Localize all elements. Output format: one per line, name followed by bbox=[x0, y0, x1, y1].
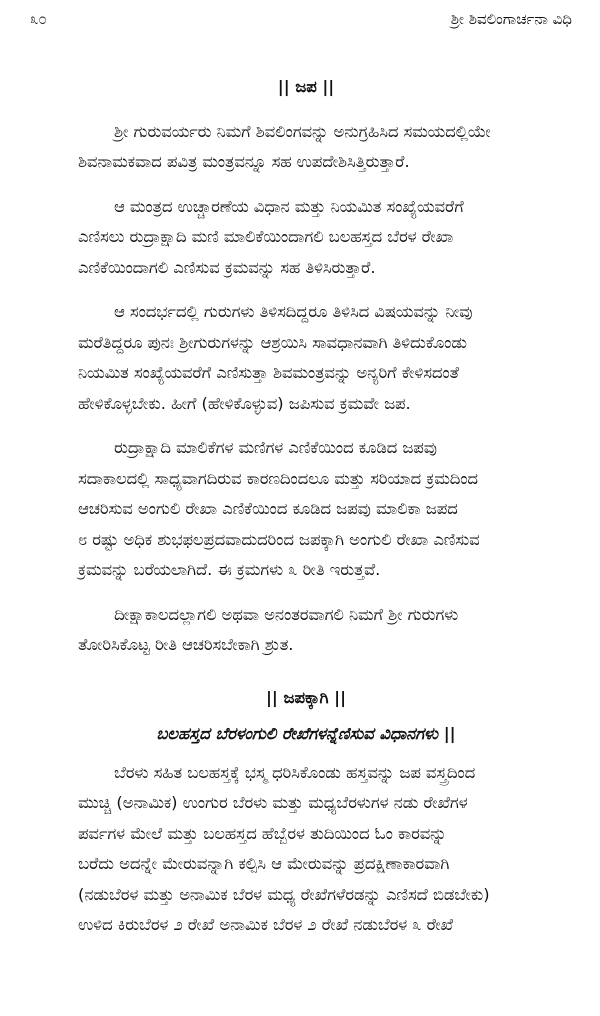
subsection-heading: ಬಲಹಸ್ತದ ಬೆರಳಂಗುಲಿ ರೇಖೆಗಳನ್ನೆಣಿಸುವ ವಿಧಾನಗಳು || bbox=[156, 724, 456, 743]
text-line: ಕ್ರಮವನ್ನು ಬರೆಯಲಾಗಿದೆ. ಈ ಕ್ರಮಗಳು ೩ ರೀತಿ ಇರುತ್ತವೆ. bbox=[78, 560, 381, 579]
page-number: ೩೦ bbox=[30, 10, 47, 28]
paragraph-1 bbox=[42, 117, 570, 178]
paragraph-2 bbox=[42, 192, 570, 284]
text-line: ಸದಾಕಾಲದಲ್ಲಿ ಸಾಧ್ಯವಾಗದಿರುವ ಕಾರಣದಿಂದಲೂ ಮತ್ತು ಸರಿಯಾದ ಕ್ರಮದಿಂದ bbox=[78, 468, 478, 488]
text-line: ಆ ಸಂದರ್ಭದಲ್ಲಿ ಗುರುಗಳು ತಿಳಿಸದಿದ್ದರೂ ತಿಳಿಸಿದ ವಿಷಯವನ್ನು ನೀವು bbox=[114, 302, 473, 321]
text-line: ೮ ರಷ್ಟು ಅಧಿಕ ಶುಭಫಲಪ್ರದವಾದುದರಿಂದ ಜಪಕ್ಕಾಗಿ ಅಂಗುಲಿ ರೇಖಾ ಎಣಿಸುವ bbox=[78, 529, 480, 549]
text-line: ಉಳಿದ ಕಿರುಬೆರಳ ೨ ರೇಖೆ ಅನಾಮಿಕ ಬೆರಳ ೨ ರೇಖೆ ನಡುಬೆರಳ ೩ ರೇಖೆ bbox=[78, 915, 454, 934]
text-line: ತೋರಿಸಿಕೊಟ್ಟ ರೀತಿ ಆಚರಿಸಬೇಕಾಗಿ ಶ್ರುತ. bbox=[78, 635, 294, 654]
text-line: ಮರೆತಿದ್ದರೂ ಪುನಃ ಶ್ರೀಗುರುಗಳನ್ನು ಆಶ್ರಯಿಸಿ ಸಾವಧಾನವಾಗಿ ತಿಳಿದುಕೊಂಡು bbox=[78, 332, 467, 352]
paragraph-4 bbox=[42, 433, 570, 586]
text-line: ಆಚರಿಸುವ ಅಂಗುಲಿ ರೇಖಾ ಎಣಿಕೆಯಿಂದ ಕೂಡಿದ ಜಪವು ಮಾಲಿಕಾ ಜಪದ bbox=[78, 499, 458, 518]
text-line: ನಿಯಮಿತ ಸಂಖ್ಯೆಯವರೆಗೆ ಎಣಿಸುತ್ತಾ ಶಿವಮಂತ್ರವನ್ನು ಅನ್ಯರಿಗೆ ಕೇಳಿಸದಂತೆ bbox=[78, 363, 459, 382]
text-line: ಶ್ರೀ ಗುರುವರ್ಯರು ನಿಮಗೆ ಶಿವಲಿಂಗವನ್ನು ಅನುಗ್ರಹಿಸಿದ ಸಮಯದಲ್ಲಿಯೇ bbox=[114, 121, 491, 141]
text-line: ಎಣಿಕೆಯಿಂದಾಗಲಿ ಎಣಿಸುವ ಕ್ರಮವನ್ನು ಸಹ ತಿಳಿಸಿರುತ್ತಾರೆ. bbox=[78, 257, 376, 277]
page-header bbox=[30, 6, 572, 36]
text-line: ಹೇಳಿಕೊಳ್ಳಬೇಕು. ಹೀಗೆ (ಹೇಳಿಕೊಳ್ಳುವ) ಜಪಿಸುವ ಕ್ರಮವೇ ಜಪ. bbox=[78, 393, 411, 413]
paragraph-3 bbox=[42, 297, 570, 419]
text-line: ಎಣಿಸಲು ರುದ್ರಾಕ್ಷಾದಿ ಮಣಿ ಮಾಲಿಕೆಯಿಂದಾಗಲಿ ಬಲಹಸ್ತದ ಬೆರಳ ರೇಖಾ bbox=[78, 227, 454, 246]
text-line: ಶಿವನಾಮಕವಾದ ಪವಿತ್ರ ಮಂತ್ರವನ್ನೂ ಸಹ ಉಪದೇಶಿಸಿತ್ತಿರುತ್ತಾರೆ. bbox=[78, 152, 410, 171]
text-line: ರುದ್ರಾಕ್ಷಾದಿ ಮಾಲಿಕೆಗಳ ಮಣಿಗಳ ಎಣಿಕೆಯಿಂದ ಕೂಡಿದ ಜಪವು bbox=[114, 438, 437, 457]
running-title: ಶ್ರೀ ಶಿವಲಿಂಗಾರ್ಚನಾ ವಿಧಿ bbox=[450, 10, 572, 28]
text-line: ದೀಕ್ಷಾಕಾಲದಲ್ಲಾಗಲಿ ಅಥವಾ ಅನಂತರವಾಗಲಿ ನಿಮಗೆ ಶ್ರೀ ಗುರುಗಳು bbox=[114, 604, 459, 624]
section-heading-japakkagi: || ಜಪಕ್ಕಾಗಿ || bbox=[265, 687, 347, 707]
text-line: ಬರೆದು ಅದನ್ನೇ ಮೇರುವನ್ನಾಗಿ ಕಲ್ಪಿಸಿ ಆ ಮೇರುವನ್ನು ಪ್ರದಕ್ಷಿಣಾಕಾರವಾಗಿ bbox=[78, 854, 450, 873]
text-line: ಆ ಮಂತ್ರದ ಉಚ್ಚಾರಣೆಯ ವಿಧಾನ ಮತ್ತು ನಿಯಮಿತ ಸಂಖ್ಯೆಯವರೆಗೆ bbox=[114, 196, 464, 216]
text-line: ಬೆರಳು ಸಹಿತ ಬಲಹಸ್ತಕ್ಕೆ ಭಸ್ಮ ಧರಿಸಿಕೊಂಡು ಹಸ್ತವನ್ನು ಜಪ ವಸ್ತ್ರದಿಂದ bbox=[114, 762, 476, 782]
paragraph-6 bbox=[42, 758, 570, 941]
text-line: (ನಡುಬೆರಳ ಮತ್ತು ಅನಾಮಿಕ ಬೆರಳ ಮಧ್ಯ ರೇಖೆಗಳೆರಡನ್ನು ಎಣಿಸದೆ ಬಿಡಬೇಕು) bbox=[78, 884, 490, 904]
section-heading-japa: || ಜಪ || bbox=[277, 77, 335, 96]
text-line: ಮುಚ್ಚಿ (ಅನಾಮಿಕ) ಉಂಗುರ ಬೆರಳು ಮತ್ತು ಮಧ್ಯಬೆರಳುಗಳ ನಡು ರೇಖೆಗಳ bbox=[78, 793, 468, 812]
paragraph-5 bbox=[42, 600, 570, 661]
page-content bbox=[42, 72, 570, 955]
text-line: ಪರ್ವಗಳ ಮೇಲೆ ಮತ್ತು ಬಲಹಸ್ತದ ಹೆಬ್ಬೆರಳ ತುದಿಯಿಂದ ಓಂ ಕಾರವನ್ನು bbox=[78, 823, 447, 843]
